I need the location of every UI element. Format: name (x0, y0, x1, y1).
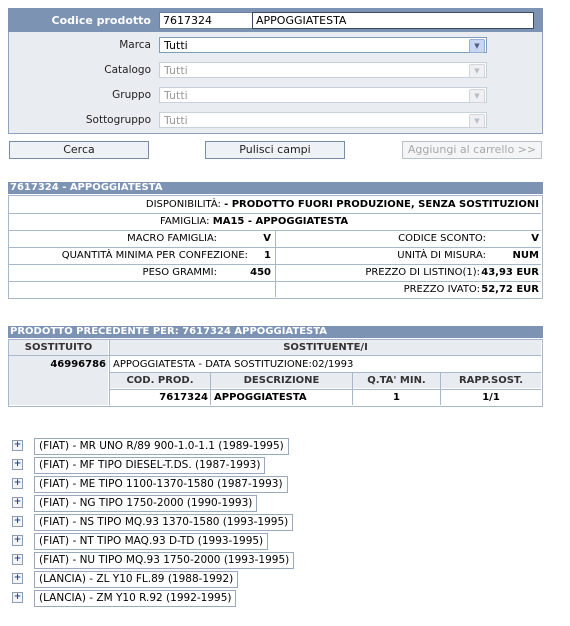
previous-product-title: PRODOTTO PRECEDENTE PER: 7617324 APPOGGIATESTA (8, 326, 543, 338)
tree-item-label[interactable]: (FIAT) - NU TIPO MQ.93 1750-2000 (1993-1995) (34, 552, 294, 569)
expand-plus-icon[interactable]: + (13, 497, 22, 507)
sottogruppo-select-value: Tutti (164, 114, 188, 127)
tree-item-label[interactable]: (FIAT) - NT TIPO MAQ.93 D-TD (1993-1995) (34, 533, 268, 550)
famiglia-label: FAMIGLIA: (160, 216, 210, 227)
qta-min-header: Q.TA' MIN. (353, 373, 440, 388)
chevron-down-icon: ▼ (469, 64, 485, 78)
disponibilita-value: - PRODOTTO FUORI PRODUZIONE, SENZA SOSTITUZIONI (224, 199, 539, 210)
sostituito-code: 46996786 (50, 359, 106, 370)
gruppo-select[interactable] (159, 87, 487, 103)
tree-item-label[interactable]: (FIAT) - NG TIPO 1750-2000 (1990-1993) (34, 495, 257, 512)
catalogo-label: Catalogo (104, 64, 151, 76)
row-descrizione: APPOGGIATESTA (214, 392, 307, 403)
sottogruppo-label: Sottogruppo (85, 114, 151, 126)
row-rapp-sost: 1/1 (482, 392, 500, 403)
catalogo-select-value: Tutti (164, 64, 188, 77)
famiglia-value: MA15 - APPOGGIATESTA (212, 216, 349, 227)
sottogruppo-select[interactable] (159, 112, 487, 128)
disponibilita-label: DISPONIBILITÀ: (145, 199, 221, 210)
prezzo-ivato-value: 52,72 EUR (481, 284, 539, 295)
codice-prodotto-label: Codice prodotto (51, 14, 151, 27)
pulisci-campi-button[interactable]: Pulisci campi (205, 141, 345, 159)
marca-select-value: Tutti (164, 39, 188, 52)
expand-plus-icon[interactable]: + (13, 478, 22, 488)
tree-item-label[interactable]: (FIAT) - MF TIPO DIESEL-T.DS. (1987-1993) (34, 457, 265, 474)
expand-plus-icon[interactable]: + (13, 440, 22, 450)
rapp-sost-header: RAPP.SOST. (441, 373, 541, 388)
tree-item-label[interactable]: (LANCIA) - ZM Y10 R.92 (1992-1995) (34, 590, 236, 607)
cod-prod-header: COD. PROD. (110, 373, 210, 388)
chevron-down-icon[interactable]: ▼ (469, 39, 485, 53)
expand-plus-icon[interactable]: + (13, 459, 22, 469)
tree-item-label[interactable]: (FIAT) - MR UNO R/89 900-1.0-1.1 (1989-1995) (34, 438, 289, 455)
sostituzione-text: APPOGGIATESTA - DATA SOSTITUZIONE:02/1993 (113, 359, 354, 370)
qta-minima-label: QUANTITÀ MINIMA PER CONFEZIONE: (61, 250, 248, 261)
sostituente-header: SOSTITUENTE/I (110, 340, 541, 355)
unita-misura-value: NUM (512, 250, 539, 261)
catalogo-select[interactable] (159, 62, 487, 78)
descrizione-input[interactable]: APPOGGIATESTA (252, 12, 534, 29)
descrizione-header: DESCRIZIONE (211, 373, 352, 388)
column-divider (210, 373, 211, 405)
macro-famiglia-value: V (263, 233, 271, 244)
gruppo-select-value: Tutti (164, 89, 188, 102)
expand-plus-icon[interactable]: + (13, 592, 22, 602)
tree-item-label[interactable]: (FIAT) - ME TIPO 1100-1370-1580 (1987-1993) (34, 476, 288, 493)
codice-prodotto-input[interactable]: 7617324 (159, 12, 253, 29)
codice-sconto-value: V (531, 233, 539, 244)
peso-grammi-label: PESO GRAMMI: (142, 267, 217, 278)
prezzo-listino-value: 43,93 EUR (481, 267, 539, 278)
row-qta-min: 1 (393, 392, 400, 403)
aggiungi-carrello-button[interactable]: Aggiungi al carrello >> (402, 141, 542, 159)
gruppo-label: Gruppo (112, 89, 151, 101)
expand-plus-icon[interactable]: + (13, 516, 22, 526)
prezzo-listino-label: PREZZO DI LISTINO(1): (365, 267, 480, 278)
expand-plus-icon[interactable]: + (13, 573, 22, 583)
prezzo-ivato-label: PREZZO IVATO: (403, 284, 480, 295)
macro-famiglia-label: MACRO FAMIGLIA: (127, 233, 217, 244)
product-title: 7617324 - APPOGGIATESTA (8, 182, 543, 194)
tree-item-label[interactable]: (LANCIA) - ZL Y10 FL.89 (1988-1992) (34, 571, 238, 588)
row-cod-prod[interactable]: 7617324 (159, 392, 208, 403)
marca-label: Marca (119, 39, 151, 51)
chevron-down-icon: ▼ (469, 89, 485, 103)
unita-misura-label: UNITÀ DI MISURA: (397, 250, 486, 261)
peso-grammi-value: 450 (250, 267, 271, 278)
sostituito-header: SOSTITUITO (9, 340, 108, 355)
chevron-down-icon: ▼ (469, 114, 485, 128)
cerca-button[interactable]: Cerca (9, 141, 149, 159)
codice-sconto-label: CODICE SCONTO: (398, 233, 486, 244)
qta-minima-value: 1 (264, 250, 271, 261)
expand-plus-icon[interactable]: + (13, 535, 22, 545)
tree-item-label[interactable]: (FIAT) - NS TIPO MQ.93 1370-1580 (1993-1995) (34, 514, 293, 531)
famiglia-row (160, 214, 348, 229)
expand-plus-icon[interactable]: + (13, 554, 22, 564)
disponibilita-row (8, 197, 539, 212)
marca-select[interactable] (159, 37, 487, 53)
